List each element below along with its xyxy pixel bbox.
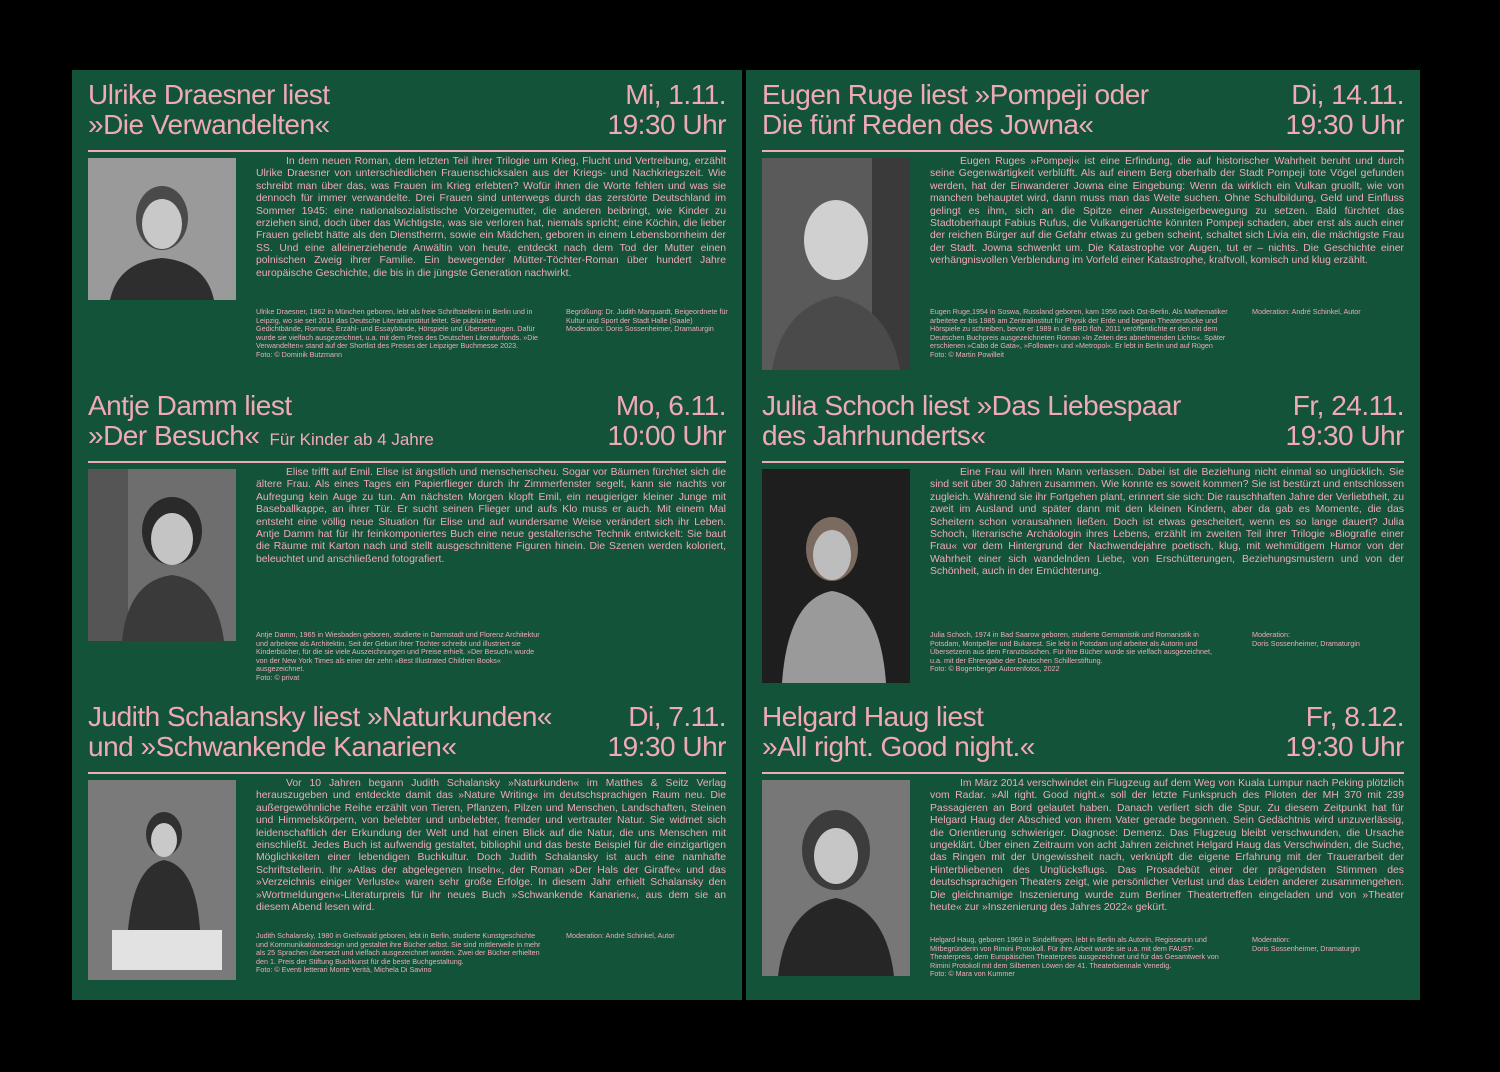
- event-title: [88, 391, 434, 455]
- author-bio-text: Helgard Haug, geboren 1969 in Sindelfingen, lebt in Berlin als Autorin, Regisseurin und Mitbegründerin von Rimini Protokoll. Für ihre Arbeit wurde sie u.a. mit dem FAUST-Theaterpreis, dem Europäischen Theaterpreis ausgezeichnet und für das Gesamtwerk von Rimini Protokoll mit dem Silbernen Löwen der 41. Theaterbiennale Venedig.: [930, 935, 1219, 970]
- photo-credit: Foto: © Martin Powilleit: [930, 349, 1004, 359]
- author-bio: [930, 631, 1220, 674]
- photo-credit: Foto: © privat: [256, 672, 300, 682]
- event-date: Di, 7.11.: [628, 701, 726, 732]
- event-title-line-2: »Der Besuch«: [88, 420, 260, 451]
- event-description: Eine Frau will ihren Mann verlassen. Dabei ist die Beziehung nicht einmal so unglücklich. Sie sind seit über 30 Jahren zusammen. Wie konnte es soweit kommen? Sie ist bestürzt und entschlossen zugleich. Während sie ihr Fortgehen plant, erinnert sie sich: Die rauschhaften Jahre der Verliebtheit, zu zweit im Ausland und später dann mit den kleinen Kindern, aber da gab es Momente, die das Scheitern schon vorausahnen ließen. Doch ist etwas gescheitert, wenn es so lange dauert? Julia Schoch, literarische Archäologin ihres Lebens, erzählt im zweiten Teil ihrer Trilogie »Biografie einer Frau« vor dem Hintergrund der Nachwendejahre poetisch, klug, mit wehmütigem Humor von der Wahrheit einer sich wandelnden Liebe, von Erschütterungen, Beziehungsmustern und von der Schönheit, auch in der Ernüchterung.: [930, 467, 1404, 578]
- photo-credit: Foto: © Bogenberger Autorenfotos, 2022: [930, 664, 1060, 673]
- divider: [88, 150, 726, 152]
- event-time: 19:30 Uhr: [1285, 731, 1404, 762]
- event-title: [762, 391, 1181, 451]
- event-credits: Moderation: Doris Sossenheimer, Dramaturgin: [1252, 935, 1360, 953]
- photo-credit: Foto: © Dominik Butzmann: [256, 349, 342, 359]
- event-time: 19:30 Uhr: [607, 731, 726, 762]
- event-date: Fr, 8.12.: [1305, 701, 1404, 732]
- event-title-line-1: Eugen Ruge liest »Pompeji oder: [762, 79, 1149, 110]
- author-bio: [256, 308, 541, 359]
- event-description: Eugen Ruges »Pompeji« ist eine Erfindung, die auf historischer Wahrheit beruht und durch seine Gegenwärtigkeit verblüfft. Als auf einem Berg oberhalb der Stadt Pompeji tote Vögel gefunden werden, hat der Einwanderer Jowna eine Eingebung: Wenn da wirklich ein Vulkan gruollt, wie von manchen behauptet wird, dann muss man das Weite suchen. Ohne Schulbildung, Geld und Einfluss gelingt es ihm, sich an die Spitze einer Aussteigerbewegung zu setzen. Bald fürchtet das Stadtoberhaupt Fabius Rufus, die Vulkangerüchte könnten Pompeji schaden, aber erst als auch einer der reichen Bürger auf die Gefahr etwas zu geben scheint, schaltet sich Livia ein, die mächtigste Frau der Stadt. Jowna schwenkt um. Die Katastrophe vor Augen, tut er – nichts. Die Geschichte einer verhängnisvollen Verblendung im Vorfeld einer Katastrophe, kraftvoll, komisch und klug erzählt.: [930, 156, 1404, 267]
- author-portrait-photo: [88, 158, 236, 300]
- divider: [88, 772, 726, 774]
- event-date: Mi, 1.11.: [625, 79, 726, 110]
- event-title-line-1: Julia Schoch liest »Das Liebespaar: [762, 390, 1181, 421]
- divider: [88, 461, 726, 463]
- event-panel-damm: [88, 381, 726, 691]
- event-date-time: [1286, 80, 1404, 140]
- photo-credit: Foto: © Mara von Kummer: [930, 969, 1015, 978]
- event-credits: Moderation: André Schinkel, Autor: [1252, 307, 1361, 316]
- author-portrait-photo: [88, 780, 236, 980]
- event-description: In dem neuen Roman, dem letzten Teil ihrer Trilogie um Krieg, Flucht und Vertreibung, erzählt Ulrike Draesner von unterschiedlichen Frauenschicksalen aus der Kriegs- und Nachkriegszeit. Wie schreibt man über das, was Frauen im Krieg erlebten? Wofür ihnen die Worte fehlen und was sie dennoch für immer verwandelte. Drei Frauen sind unterwegs durch das zerstörte Deutschland im Sommer 1945: eine nationalsozialistische Vorzeigemutter, die anderen beibringt, wie Kinder zu erziehen sind, doch über das Wichtigste, was sie verloren hat, niemals spricht; eine Köchin, die lieber Frauen geliebt hätte als den Dienstherrn, sowie ein Mädchen, geboren in einem Lebensbornheim der SS. Und eine alleinerziehende Anwältin von heute, entdeckt nach dem Tod der Mutter einen polnischen Zweig ihrer Familie. Ein bewegender Mütter-Töchter-Roman über hundert Jahre europäische Geschichte, die bis in die jüngste Generation nachwirkt.: [256, 156, 726, 279]
- age-note: Für Kinder ab 4 Jahre: [269, 430, 434, 449]
- event-time: 10:00 Uhr: [607, 420, 726, 451]
- author-portrait-photo: [88, 469, 236, 641]
- author-bio-text: Eugen Ruge,1954 in Soswa, Russland geboren, kam 1956 nach Ost-Berlin. Als Mathematiker arbeitete er bis 1985 am Zentralinstitut für Physik der Erde und begann Theaterstücke und Hörspiele zu schreiben, bevor er 1989 in die BRD floh. 2011 veröffentlichte er den mit dem Deutschen Buchpreis ausgezeichneten Roman »In Zeiten des abnehmenden Lichts«. Später erschienen »Cabo de Gata«, »Follower« und »Metropol«. Er lebt in Berlin und auf Rügen: [930, 307, 1228, 350]
- author-bio: [256, 932, 541, 975]
- event-date-time: [608, 702, 726, 762]
- author-bio: [256, 631, 541, 682]
- event-title: [88, 80, 330, 140]
- event-title-line-2: »All right. Good night.«: [762, 731, 1035, 762]
- event-title-line-1: Ulrike Draesner liest: [88, 79, 330, 110]
- author-bio-text: Julia Schoch, 1974 in Bad Saarow geboren, studierte Germanistik und Romanistik in Potsdam, Montpellier und Bukarest. Sie lebt in Potsdam und arbeitet als Autorin und Übersetzerin aus dem Französischen. Für ihre Bücher wurde sie vielfach ausgezeichnet, u.a. mit der Ehrengabe der Deutschen Schillerstiftung.: [930, 630, 1213, 665]
- photo-credit: Foto: © Eventi letterari Monte Verità, Michela Di Savino: [256, 965, 432, 974]
- author-bio: [930, 308, 1230, 359]
- divider: [762, 150, 1404, 152]
- divider: [762, 461, 1404, 463]
- event-title-line-2: und »Schwankende Kanarien«: [88, 731, 457, 762]
- event-date-time: [608, 391, 726, 451]
- event-description: Vor 10 Jahren begann Judith Schalansky »Naturkunden« im Matthes & Seitz Verlag herauszugeben und entdeckte damit das »Nature Writing« im deutschsprachigen Raum neu. Die außergewöhnliche Reihe erzählt von Tieren, Pflanzen, Pilzen und Menschen, Landschaften, Steinen und Himmelskörpern, von belebter und unbelebter, fremder und vertrauter Natur. Sie widmet sich leidenschaftlich der Erkundung der Welt und hat einen Blick auf die Natur, die uns Menschen mit einschließt. Jedes Buch ist aufwendig gestaltet, bibliophil und das beste Beispiel für die einzigartigen Möglichkeiten einer lebendigen Buchkultur. Doch Judith Schalansky ist auch eine namhafte Schriftstellerin. Ihr »Atlas der abgelegenen Inseln«, der Roman »Der Hals der Giraffe« und das »Verzeichnis einiger Verluste« waren sehr große Erfolge. In diesem Jahr erhielt Schalansky den »Wortmeldungen«-Literaturpreis für ihr neues Buch »Schwankende Kanarien«, aus dem sie an diesem Abend lesen wird.: [256, 778, 726, 914]
- event-credits: Moderation: André Schinkel, Autor: [566, 931, 675, 940]
- left-page: [72, 70, 742, 1000]
- event-panel-draesner: [88, 70, 726, 380]
- event-time: 19:30 Uhr: [607, 109, 726, 140]
- author-bio-text: Antje Damm, 1965 in Wiesbaden geboren, studierte in Darmstadt und Florenz Architektur und arbeitete als Architektin. Seit der Geburt ihrer Töchter schreibt und illustriert sie Kinderbücher, für die sie viele Auszeichnungen und Preise erhielt. »Der Besuch« wurde von der New York Times als einer der zehn »Best Illustrated Children Books« ausgezeichnet.: [256, 630, 540, 673]
- event-title-line-2: des Jahrhunderts«: [762, 420, 986, 451]
- event-description: Im März 2014 verschwindet ein Flugzeug auf dem Weg von Kuala Lumpur nach Peking plötzlich vom Radar. »All right. Good night.« soll der letzte Funkspruch des Piloten der MH 370 mit 239 Passagieren an Bord gelautet haben. Danach verliert sich die Spur. Zu diesem Zeitpunkt hat für Helgard Haug der Abschied von ihrem Vater gerade begonnen. Sein Gedächtnis wird unzuverlässig, die Orientierung schwieriger. Diagnose: Demenz. Das Flugzeug bleibt verschwunden, die Ursache ungeklärt. Über einen Zeitraum von acht Jahren zeichnet Helgard Haug das Verschwinden, die Suche, das Ringen mit der Ungewissheit nach, verknüpft die eigene Erfahrung mit der Trauerarbeit der Hinterbliebenen des Unglücksflugs. Das Prosadebüt einer der prägendsten Stimmen des deutschsprachigen Theaters zeigt, wie persönlicher Verlust und das Leiden anderer zusammengehen. Die gleichnamige Inszenierung wurde zum Berliner Theatertreffen eingeladen und von »Theater heute« zur »Inszenierung des Jahres 2022« gekürt.: [930, 778, 1404, 914]
- event-date: Di, 14.11.: [1291, 79, 1404, 110]
- event-panel-ruge: [762, 70, 1404, 380]
- author-bio-text: Judith Schalansky, 1980 in Greifswald geboren, lebt in Berlin, studierte Kunstgeschichte und Kommunikationsdesign und gestaltet ihre Bücher selbst. Sie sind mittlerweile in mehr als 25 Sprachen übersetzt und vielfach ausgezeichnet worden. Zwei der Bücher erhielten den 1. Preis der Stiftung Buchkunst für die beste Buchgestaltung.: [256, 931, 541, 966]
- event-date-time: [1286, 391, 1404, 451]
- event-date: Fr, 24.11.: [1292, 390, 1404, 421]
- event-title-line-2: »Die Verwandelten«: [88, 109, 330, 140]
- right-page: [746, 70, 1420, 1000]
- author-bio-text: Ulrike Draesner, 1962 in München geboren, lebt als freie Schriftstellerin in Berlin und in Leipzig, wo sie seit 2018 das Deutsche Literaturinstitut leitet. Sie publizierte Gedichtbände, Romane, Erzähl- und Essaybände, Hörspiele und Übersetzungen. Dafür wurde sie vielfach ausgezeichnet, u.a. mit dem Preis des Deutschen Literaturfonds. »Die Verwandelten« stand auf der Shortlist des Preises der Leipziger Buchmesse 2023.: [256, 307, 539, 350]
- event-title-line-1: Helgard Haug liest: [762, 701, 984, 732]
- event-title: [762, 702, 1035, 762]
- event-panel-haug: [762, 692, 1404, 1000]
- event-date-time: [608, 80, 726, 140]
- event-title-line-1: Antje Damm liest: [88, 390, 292, 421]
- divider: [762, 772, 1404, 774]
- event-date-time: [1286, 702, 1404, 762]
- event-panel-schoch: [762, 381, 1404, 691]
- event-panel-schalansky: [88, 692, 726, 1000]
- event-time: 19:30 Uhr: [1285, 109, 1404, 140]
- author-portrait-photo: [762, 780, 910, 976]
- event-title-line-1: Judith Schalansky liest »Naturkunden«: [88, 701, 553, 732]
- event-credits: Moderation: Doris Sossenheimer, Dramaturgin: [1252, 630, 1360, 648]
- event-title: [762, 80, 1149, 140]
- event-time: 19:30 Uhr: [1285, 420, 1404, 451]
- event-credits: Begrüßung: Dr. Judith Marquardt, Beigeordnete für Kultur und Sport der Stadt Halle (Saale) Moderation: Doris Sossenheimer, Dramaturgin: [566, 307, 728, 333]
- author-bio: [930, 936, 1230, 979]
- event-date: Mo, 6.11.: [615, 390, 726, 421]
- event-description: Elise trifft auf Emil. Elise ist ängstlich und menschenscheu. Sogar vor Bäumen fürchtet sich die ältere Frau. Als eines Tages ein Papierflieger durch ihr Zimmerfenster segelt, kann sie nachts vor Aufregung kein Auge zu tun. Am nächsten Morgen klopft Emil, ein neugieriger kleiner Junge mit Baseballkappe, an ihrer Tür. Er sucht seinen Flieger und aufs Klo muss er auch. Mit einem Mal entsteht eine völlig neue Situation für Elise und auf wundersame Weise verändert sich ihr Leben. Antje Damm hat für ihr feinkomponiertes Buch eine neue gestalterische Technik entwickelt: Sie baut die Räume mit Karton nach und stellt ausgeschnittene Figuren hinein. Die Szenen werden koloriert, beleuchtet und anschließend fotografiert.: [256, 467, 726, 565]
- event-title: [88, 702, 552, 762]
- author-portrait-photo: [762, 469, 910, 683]
- event-title-line-2: Die fünf Reden des Jowna«: [762, 109, 1094, 140]
- author-portrait-photo: [762, 158, 910, 370]
